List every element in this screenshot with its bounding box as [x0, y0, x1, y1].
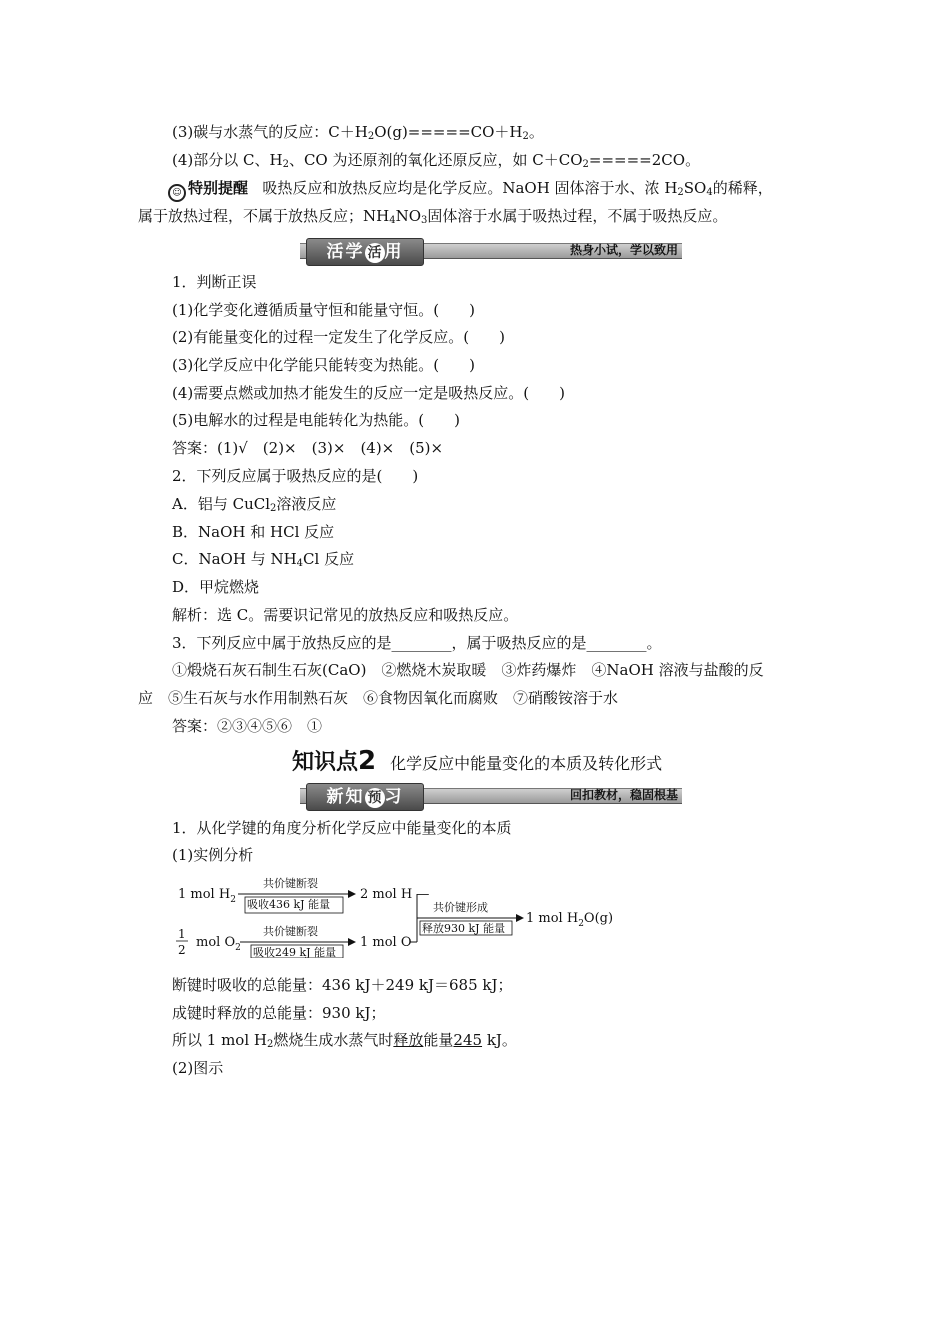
- text: (3)碳与水蒸气的反应：C＋H: [172, 123, 368, 141]
- arrow-head: [348, 890, 356, 898]
- product-o: 1 mol O: [360, 935, 412, 950]
- arrow-label-top: 共价键断裂: [263, 925, 318, 938]
- text: O(g)=====CO＋H: [374, 123, 523, 141]
- text: 能量: [423, 1031, 454, 1049]
- banner-tab: [306, 238, 424, 266]
- banner-title-circle: 预: [365, 788, 385, 808]
- arrow-label-bottom: 吸收249 kJ 能量: [253, 946, 337, 958]
- text: 燃烧生成水蒸气时: [273, 1031, 394, 1049]
- tip-label: [168, 179, 248, 197]
- question-1: 1．判断正误: [172, 273, 257, 291]
- question-3-options: 应 ⑤生石灰与水作用制熟石灰 ⑥食物因氧化而腐败 ⑦硝酸铵溶于水: [138, 689, 619, 707]
- subscript: 2: [282, 159, 289, 170]
- question-2: 2．下列反应属于吸热反应的是( ): [172, 467, 419, 485]
- reactant-o2: mol $O_2$: [196, 935, 241, 953]
- banner-slogan: 回扣教材，稳固根基: [569, 788, 678, 802]
- answer-3: 答案：②③④⑤⑥ ①: [172, 717, 323, 735]
- arrow-label-bottom: 吸收436 kJ 能量: [247, 898, 331, 911]
- question-3: 3．下列反应中属于放热反应的是________，属于吸热反应的是________。: [172, 634, 662, 652]
- banner-slogan: 热身小试，学以致用: [569, 243, 678, 257]
- arrow-label-top: 共价键断裂: [263, 877, 318, 890]
- knowledge-label: [292, 746, 377, 776]
- banner-tab: [306, 783, 424, 811]
- subsection-heading: (1)实例分析: [172, 846, 254, 864]
- question-item: (4)需要点燃或加热才能发生的反应一定是吸热反应。( ): [172, 384, 565, 402]
- knowledge-point-heading: [292, 746, 662, 776]
- banner-title: 习: [384, 787, 404, 807]
- subscript: 4: [296, 558, 304, 569]
- text: (4)部分以 C、H: [172, 151, 283, 169]
- arrow-head: [516, 914, 524, 922]
- question-item: (2)有能量变化的过程一定发生了化学反应。( ): [172, 328, 505, 346]
- text: 溶液反应: [276, 495, 337, 513]
- arrow-label-bottom: 释放930 kJ 能量: [422, 922, 506, 935]
- smile-icon: ☺: [168, 184, 186, 202]
- text: 。: [528, 123, 544, 141]
- option-c: [172, 549, 354, 569]
- text: kJ。: [482, 1031, 517, 1049]
- product-water: 1 mol $H_2O(g)$: [526, 911, 614, 929]
- subscript: 4: [389, 215, 396, 226]
- calc-line: [172, 1030, 517, 1050]
- answer-1: 答案：(1)√ (2)× (3)× (4)× (5)×: [172, 439, 444, 457]
- banner-title: 用: [384, 242, 404, 262]
- knowledge-title: 化学反应中能量变化的本质及转化形式: [390, 754, 663, 773]
- section-heading: 1．从化学键的角度分析化学反应中能量变化的本质: [172, 819, 512, 837]
- subscript: 2: [367, 131, 375, 142]
- text: 所以 1 mol H: [172, 1031, 267, 1049]
- question-item: (1)化学变化遵循质量守恒和能量守恒。( ): [172, 301, 475, 319]
- question-item: (5)电解水的过程是电能转化为热能。( ): [172, 411, 460, 429]
- section-banner-preview: [300, 783, 682, 809]
- banner-title-circle: 活: [365, 243, 385, 263]
- subscript: 2: [266, 1039, 274, 1050]
- text: =====2CO。: [588, 151, 701, 169]
- underlined-answer: 释放: [393, 1031, 424, 1049]
- fraction-numerator: 1: [178, 927, 186, 941]
- calc-line: 断键时吸收的总能量：436 kJ＋249 kJ＝685 kJ；: [172, 976, 513, 994]
- arrow-head: [348, 938, 356, 946]
- text: 、CO 为还原剂的氧化还原反应，如 C＋CO: [288, 151, 583, 169]
- option-d: D．甲烷燃烧: [172, 578, 260, 596]
- option-b: B．NaOH 和 HCl 反应: [172, 523, 335, 541]
- text: C．NaOH 与 NH: [172, 550, 297, 568]
- knowledge-label-text: 知识点: [292, 750, 359, 775]
- text: 吸热反应和放热反应均是化学反应。NaOH 固体溶于水、浓 H: [262, 179, 678, 197]
- subsection-heading: (2)图示: [172, 1059, 224, 1077]
- answer-2: 解析：选 C。需要识记常见的放热反应和吸热反应。: [172, 606, 519, 624]
- calc-line: 成键时释放的总能量：930 kJ；: [172, 1004, 386, 1022]
- subscript: 2: [677, 187, 684, 198]
- banner-title: 活学: [326, 242, 365, 262]
- subscript: 2: [522, 131, 529, 142]
- text-line: [172, 150, 700, 170]
- text: Cl 反应: [303, 550, 355, 568]
- text: 属于放热过程，不属于放热反应；NH: [138, 207, 390, 225]
- tip-label-text: 特别提醒: [188, 179, 249, 197]
- arrow-label-top: 共价键形成: [433, 901, 488, 914]
- text: SO: [683, 179, 707, 197]
- reactant-h2: 1 mol $H_2$: [178, 887, 236, 905]
- product-2h: 2 mol H —: [360, 887, 430, 902]
- tip-line: [168, 178, 773, 202]
- subscript: 3: [421, 215, 428, 226]
- section-banner-practice: [300, 238, 682, 264]
- text: NO: [395, 207, 422, 225]
- question-3-options: ①煅烧石灰石制生石灰(CaO) ②燃烧木炭取暖 ③炸药爆炸 ④NaOH 溶液与盐酸的反: [172, 661, 764, 679]
- fraction-denominator: 2: [178, 943, 186, 957]
- subscript: 4: [706, 187, 713, 198]
- option-a: [172, 494, 336, 514]
- text: 固体溶于水属于吸热过程，不属于吸热反应。: [427, 207, 728, 225]
- subscript: 2: [582, 159, 589, 170]
- text: 的稀释，: [712, 179, 773, 197]
- underlined-answer: 245: [453, 1031, 483, 1049]
- text: A．铝与 CuCl: [172, 495, 271, 513]
- bond-energy-diagram: [170, 874, 620, 958]
- question-item: (3)化学反应中化学能只能转变为热能。( ): [172, 356, 475, 374]
- banner-title: 新知: [326, 787, 365, 807]
- knowledge-number: 2: [358, 746, 377, 776]
- text-line: [172, 122, 544, 142]
- text-line: [138, 206, 727, 226]
- subscript: 2: [270, 503, 277, 514]
